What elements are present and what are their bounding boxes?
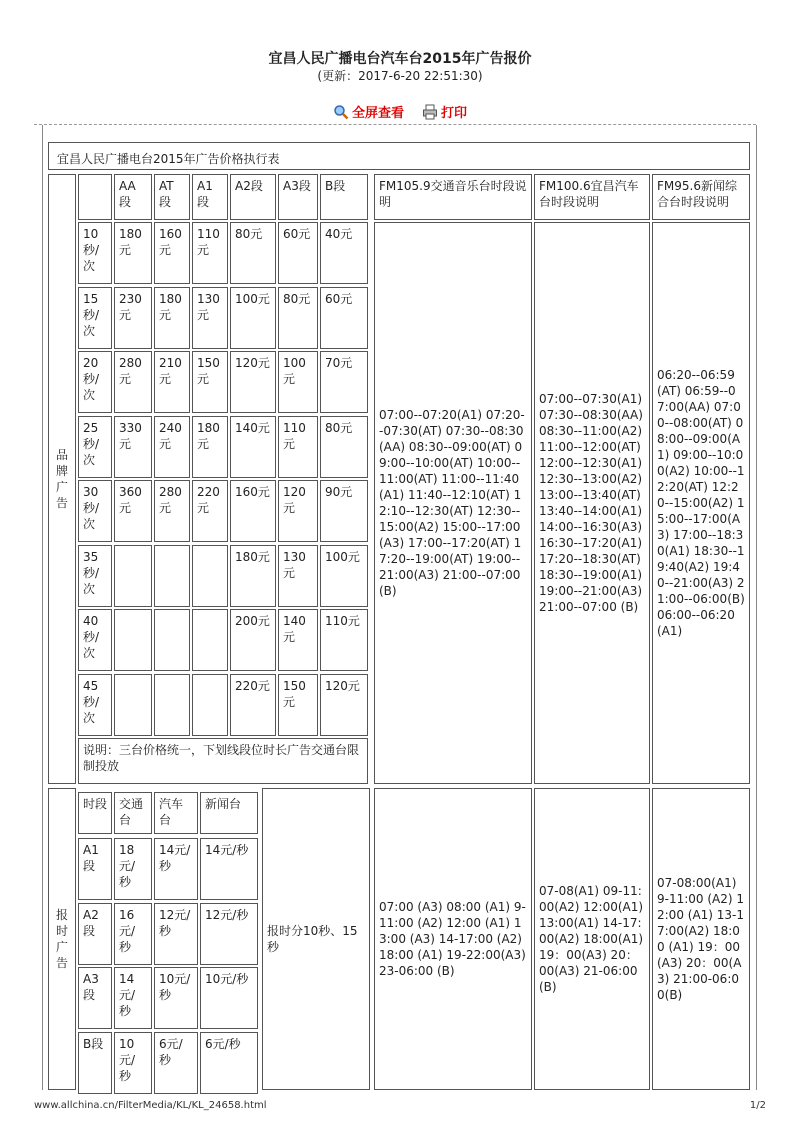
header-fm1006: FM100.6宜昌汽车台时段说明 [534, 174, 650, 220]
brand-section-label: 品牌广告 [48, 174, 76, 784]
price-cell: 80元 [278, 287, 318, 349]
brand-fm1059-schedule [374, 222, 532, 784]
duration-cell: 35秒/次 [78, 545, 112, 607]
duration-cell: 20秒/次 [78, 351, 112, 413]
brand-fm1006-schedule [534, 222, 650, 784]
brand-note: 说明：三台价格统一，下划线段位时长广告交通台限制投放 [78, 738, 368, 784]
price-cell: 110元 [320, 609, 368, 671]
update-time: (更新：2017-6-20 22:51:30) [317, 69, 483, 83]
price-cell: 120元 [320, 674, 368, 736]
brand-header-cell: A3段 [278, 174, 318, 220]
page-title: 宜昌人民广播电台汽车台2015年广告报价 [268, 51, 532, 67]
price-cell [114, 609, 152, 671]
timecall-section-label: 报时广告 [48, 788, 76, 1090]
footer-page-number: 1/2 [749, 1100, 766, 1111]
timecall-cell: A2段 [78, 903, 112, 965]
timecall-duration-text: 报时分10秒、15秒 [267, 924, 358, 954]
timecall-cell: 12元/秒 [200, 903, 258, 965]
price-cell: 120元 [278, 480, 318, 542]
price-cell: 220元 [192, 480, 228, 542]
brand-header-cell: AA段 [114, 174, 152, 220]
price-cell: 70元 [320, 351, 368, 413]
timecall-header-cell: 新闻台 [200, 792, 258, 834]
timecall-cell: 12元/秒 [154, 903, 198, 965]
duration-cell: 10秒/次 [78, 222, 112, 284]
price-cell: 150元 [278, 674, 318, 736]
price-cell [154, 674, 190, 736]
magnifier-icon [333, 104, 349, 120]
brand-header-blank [78, 174, 112, 220]
timecall-cell: 14元/秒 [154, 838, 198, 900]
price-cell: 210元 [154, 351, 190, 413]
header-fm1059: FM105.9交通音乐台时段说明 [374, 174, 532, 220]
fullscreen-label: 全屏查看 [351, 106, 404, 121]
brand-header-cell: AT段 [154, 174, 190, 220]
price-cell: 120元 [230, 351, 276, 413]
timecall-header-cell: 汽车台 [154, 792, 198, 834]
price-cell: 200元 [230, 609, 276, 671]
timecall-cell: 14元/秒 [200, 838, 258, 900]
timecall-fm1059-text: 07:00 (A3) 08:00 (A1) 9-11:00 (A2) 12:00 (A1) 13:00 (A3) 14-17:00 (A2) 18:00 (A1) 19-22:00(A3) 23-06:00 (B) [379, 900, 526, 978]
timecall-cell: 14元/秒 [114, 967, 152, 1029]
print-label: 打印 [441, 106, 468, 121]
fullscreen-button[interactable] [333, 102, 404, 121]
price-cell: 280元 [114, 351, 152, 413]
price-cell [154, 545, 190, 607]
price-cell [192, 674, 228, 736]
brand-header-cell: A1段 [192, 174, 228, 220]
price-cell: 180元 [230, 545, 276, 607]
price-cell: 330元 [114, 416, 152, 478]
table-caption: 宜昌人民广播电台2015年广告价格执行表 [48, 142, 750, 170]
footer-url[interactable]: www.allchina.cn/FilterMedia/KL/KL_24658.html [34, 1100, 267, 1111]
timecall-cell: 10元/秒 [114, 1032, 152, 1094]
price-cell: 100元 [230, 287, 276, 349]
price-cell: 40元 [320, 222, 368, 284]
price-cell: 220元 [230, 674, 276, 736]
price-cell: 180元 [192, 416, 228, 478]
price-cell: 130元 [192, 287, 228, 349]
price-cell [192, 609, 228, 671]
timecall-fm956-schedule [652, 788, 750, 1090]
brand-fm956-schedule [652, 222, 750, 784]
frame-right [756, 125, 757, 1090]
printer-icon [422, 104, 438, 120]
timecall-header-cell: 时段 [78, 792, 112, 834]
price-cell: 160元 [230, 480, 276, 542]
timecall-cell: 10元/秒 [154, 967, 198, 1029]
timecall-cell: A3段 [78, 967, 112, 1029]
timecall-cell: A1段 [78, 838, 112, 900]
timecall-fm1059-schedule [374, 788, 532, 1090]
timecall-duration-note [262, 788, 370, 1090]
price-cell: 90元 [320, 480, 368, 542]
price-cell: 110元 [278, 416, 318, 478]
price-cell: 60元 [320, 287, 368, 349]
price-cell: 230元 [114, 287, 152, 349]
price-cell [154, 609, 190, 671]
price-cell: 80元 [320, 416, 368, 478]
brand-fm1006-text: 07:00--07:30(A1) 07:30--08:30(AA) 08:30--11:00(A2) 11:00--12:00(AT) 12:00--12:30(A1) 12:30--13:00(A2) 13:00--13:40(AT) 13:40--14:00(A1) 14:00--16:30(A3) 16:30--17:20(A1) 17:20--18:30(AT) 18:30--19:00(A1) 19:00--21:00(A3) 21:00--07:00 (B) [539, 392, 643, 614]
price-cell: 80元 [230, 222, 276, 284]
price-cell [192, 545, 228, 607]
timecall-cell: 10元/秒 [200, 967, 258, 1029]
timecall-fm956-text: 07-08:00(A1) 9-11:00 (A2) 12:00 (A1) 13-17:00(A2) 18:00 (A1) 19：00 (A3) 20：00(A3) 21:00-06:00(B) [657, 876, 745, 1002]
price-cell: 240元 [154, 416, 190, 478]
price-cell [114, 545, 152, 607]
price-cell [114, 674, 152, 736]
price-cell: 180元 [114, 222, 152, 284]
duration-cell: 45秒/次 [78, 674, 112, 736]
timecall-fm1006-text: 07-08(A1) 09-11:00(A2) 12:00(A1) 13:00(A1) 14-17:00(A2) 18:00(A1) 19：00(A3) 20：00(A3) 21-06:00(B) [539, 884, 644, 994]
brand-header-cell: B段 [320, 174, 368, 220]
brand-header-cell: A2段 [230, 174, 276, 220]
timecall-cell: 18元/秒 [114, 838, 152, 900]
header-fm956: FM95.6新闻综合台时段说明 [652, 174, 750, 220]
price-cell: 360元 [114, 480, 152, 542]
toolbar [0, 102, 800, 121]
price-cell: 140元 [230, 416, 276, 478]
timecall-header-cell: 交通台 [114, 792, 152, 834]
price-cell: 280元 [154, 480, 190, 542]
duration-cell: 30秒/次 [78, 480, 112, 542]
frame-left [42, 125, 43, 1090]
price-cell: 160元 [154, 222, 190, 284]
price-cell: 100元 [278, 351, 318, 413]
timecall-fm1006-schedule [534, 788, 650, 1090]
duration-cell: 15秒/次 [78, 287, 112, 349]
duration-cell: 25秒/次 [78, 416, 112, 478]
print-button[interactable] [422, 102, 467, 121]
timecall-cell: 16元/秒 [114, 903, 152, 965]
divider [34, 124, 756, 125]
timecall-cell: 6元/秒 [154, 1032, 198, 1094]
price-cell: 130元 [278, 545, 318, 607]
price-cell: 110元 [192, 222, 228, 284]
price-cell: 100元 [320, 545, 368, 607]
price-cell: 140元 [278, 609, 318, 671]
page-footer [34, 1100, 766, 1111]
timecall-cell: 6元/秒 [200, 1032, 258, 1094]
price-cell: 180元 [154, 287, 190, 349]
brand-fm956-text: 06:20--06:59(AT) 06:59--07:00(AA) 07:00--08:00(AT) 08:00--09:00(A1) 09:00--10:00(A2) 10:00--12:20(AT) 12:20--15:00(A2) 15:00--17:00(A3) 17:00--18:30(A1) 18:30--19:40(A2) 19:40--21:00(A3) 21:00--06:00(B) 06:00--06:20(A1) [657, 368, 745, 638]
price-cell: 150元 [192, 351, 228, 413]
timecall-cell: B段 [78, 1032, 112, 1094]
duration-cell: 40秒/次 [78, 609, 112, 671]
brand-fm1059-text: 07:00--07:20(A1) 07:20--07:30(AT) 07:30--08:30(AA) 08:30--09:00(AT) 09:00--10:00(AT) 10:00--11:00(AT) 11:00--11:40(A1) 11:40--12:10(AT) 12:10--12:30(AT) 12:30--15:00(A2) 15:00--17:00(A3) 17:00--17:20(AT) 17:20--19:00(AT) 19:00--21:00(A3) 21:00--07:00 (B) [379, 408, 525, 598]
price-cell: 60元 [278, 222, 318, 284]
